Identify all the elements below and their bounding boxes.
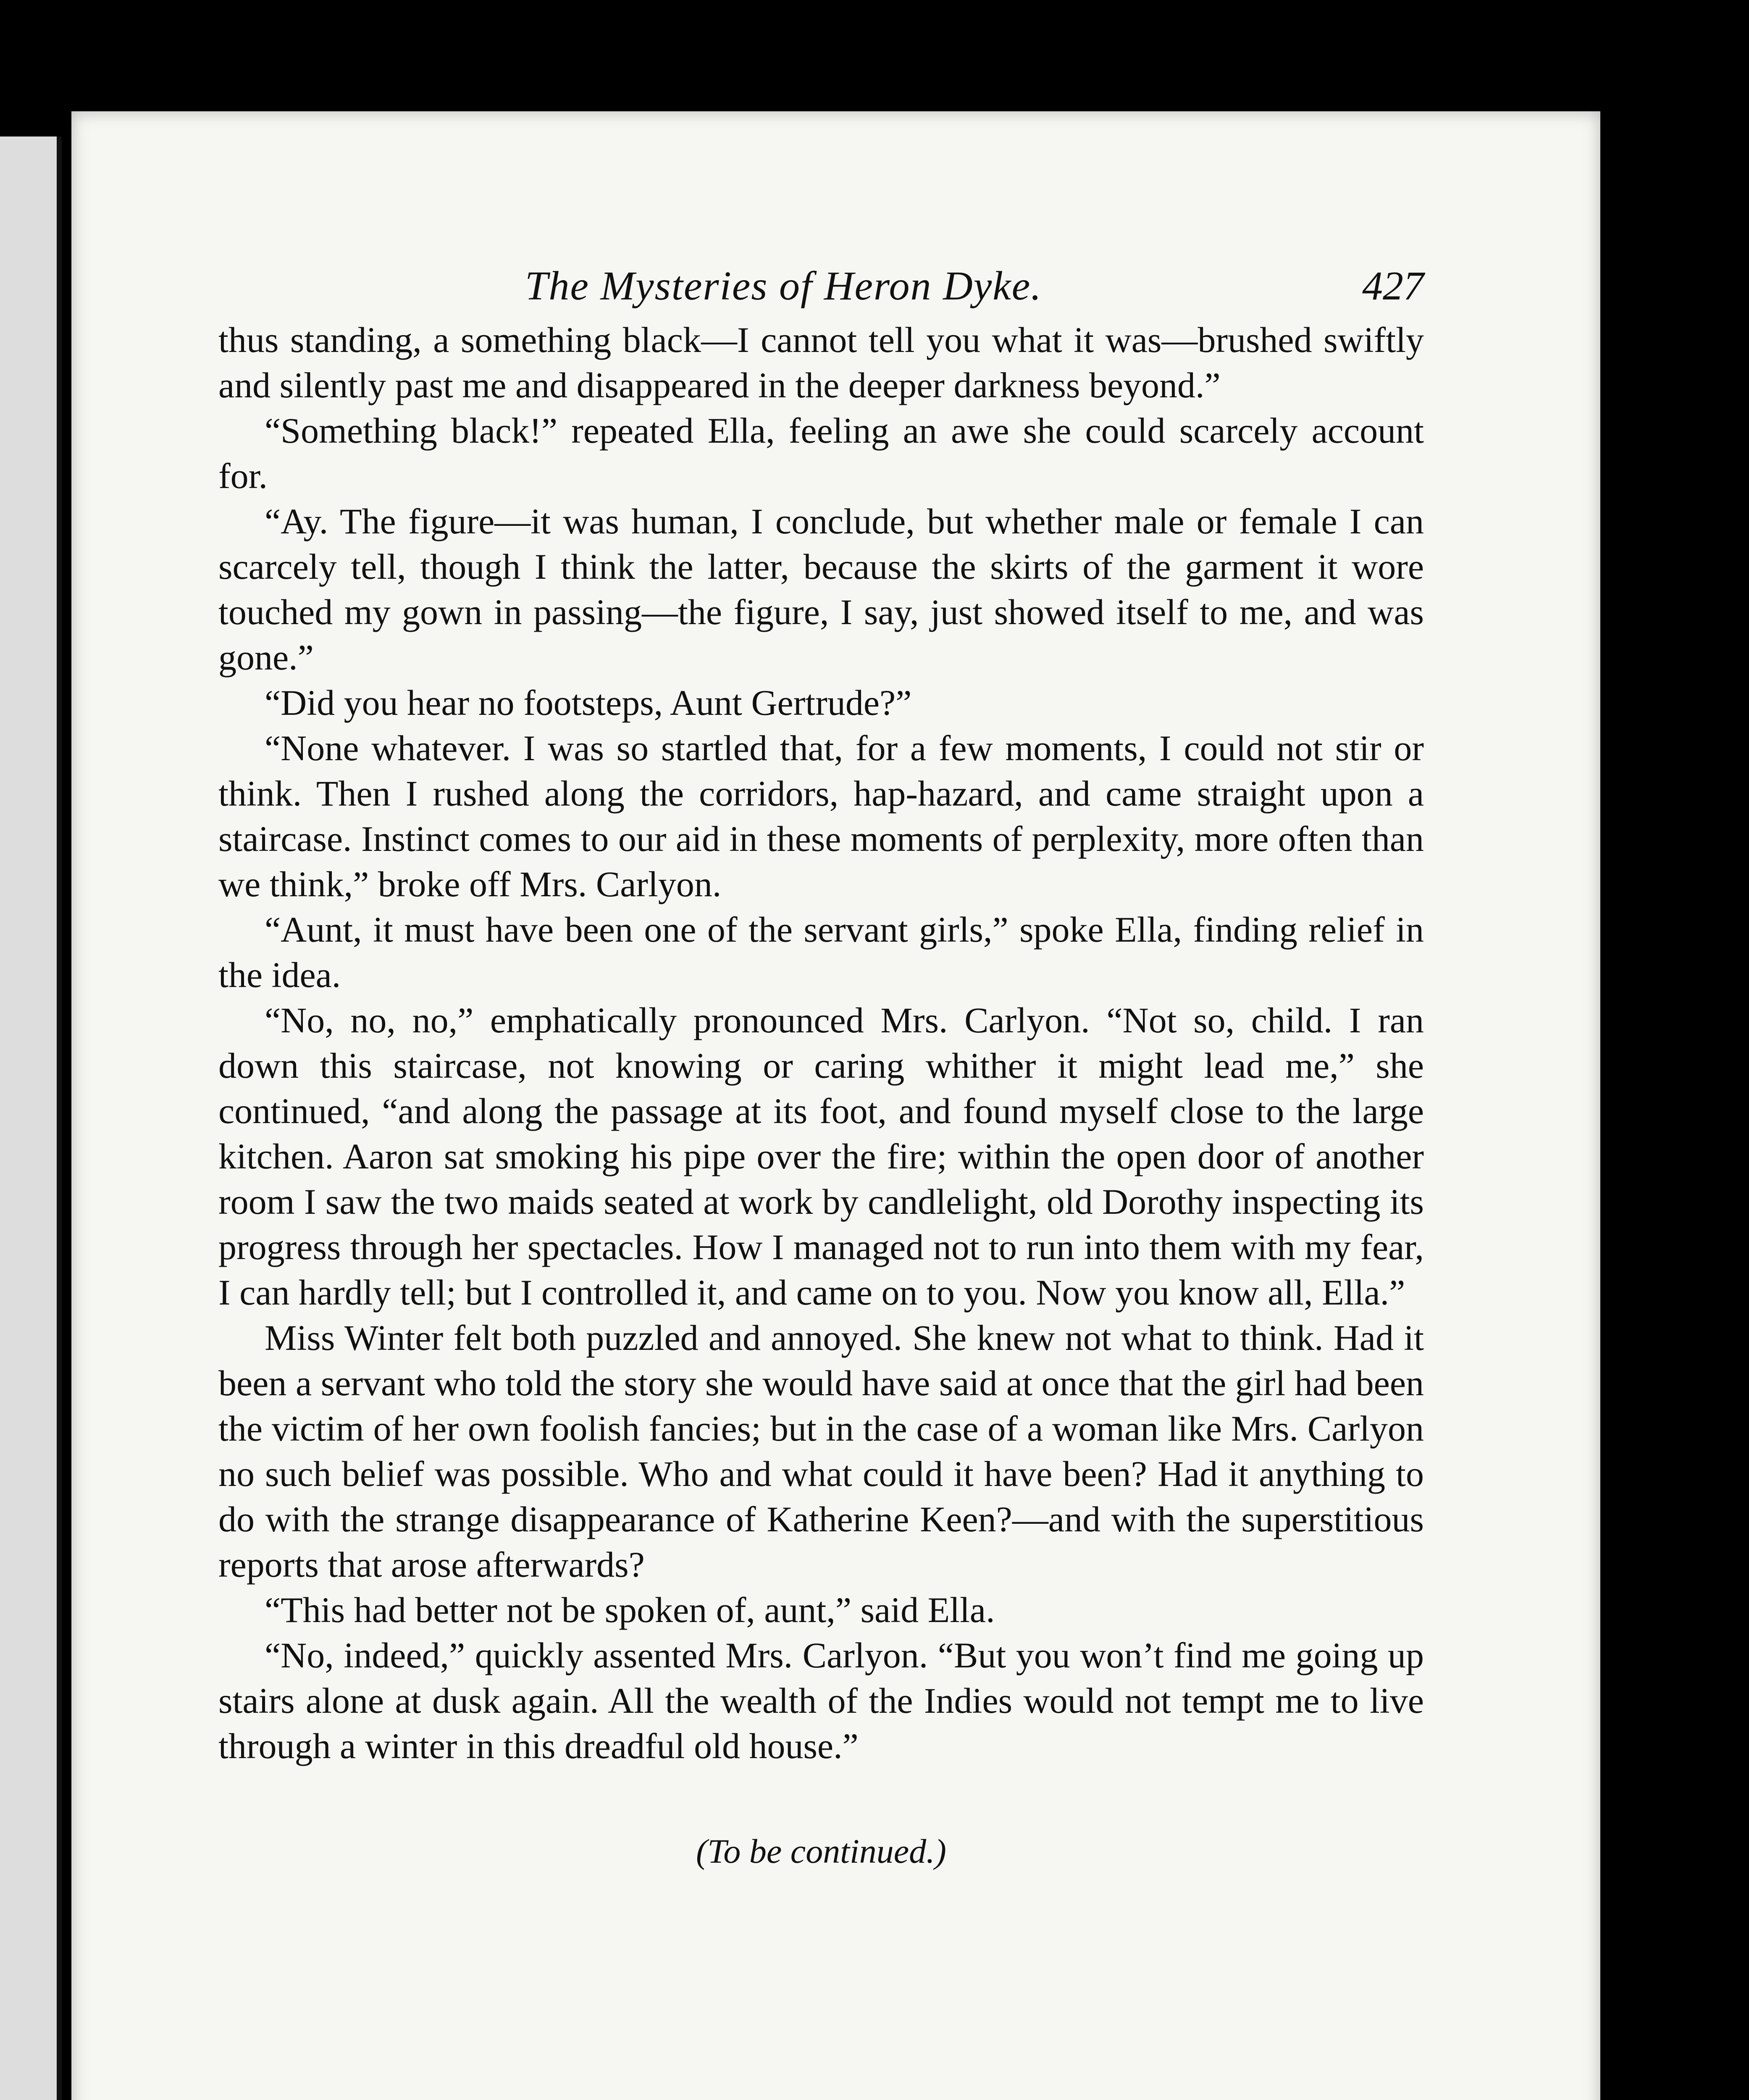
running-title: The Mysteries of Heron Dyke. [525,263,1042,309]
paragraph: “No, no, no,” emphatically pronounced Mrs. Carlyon. “Not so, child. I ran down this staircase, not knowing or caring whither it might lead me,” she continued, “and along the passage at its foot, and found myself close to the large kitchen. Aaron sat smoking his pipe over the fire; within the open door of another room I saw the two maids seated at work by candlelight, old Dorothy inspecting its progress through her spectacles. How I managed not to run into them with my fear, I can hardly tell; but I controlled it, and came on to you. Now you know all, Ella.” [218,1000,1424,1312]
paragraph: “Aunt, it must have been one of the servant girls,” spoke Ella, finding relief in the idea. [218,909,1424,995]
paragraph: thus standing, a something black—I cannot tell you what it was—brushed swiftly and silently past me and disappeared in the deeper darkness beyond.” [218,320,1424,405]
paragraph: “None whatever. I was so startled that, for a few moments, I could not stir or think. Then I rushed along the corridors, hap-hazard, and came straight upon a staircase. Instinct comes to our aid in these moments of perplexity, more often than we think,” broke off Mrs. Carlyon. [218,728,1424,904]
adjacent-page-edge [0,136,62,2100]
page-body [218,317,1424,1769]
paragraph: “No, indeed,” quickly assented Mrs. Carlyon. “But you won’t find me going up stairs alone at dusk again. All the wealth of the Indies would not tempt me to live through a winter in this dreadful old house.” [218,1635,1424,1766]
book-page [71,111,1600,2100]
paragraph: Miss Winter felt both puzzled and annoyed. She knew not what to think. Had it been a servant who told the story she would have said at once that the girl had been the victim of her own foolish fancies; but in the case of a woman like Mrs. Carlyon no such belief was possible. Who and what could it have been? Had it anything to do with the strange disappearance of Katherine Keen?—and with the superstitious reports that arose afterwards? [218,1318,1424,1585]
paragraph: “Ay. The figure—it was human, I conclude, but whether male or female I can scarcely tell, though I think the latter, because the skirts of the garment it wore touched my gown in passing—the figure, I say, just showed itself to me, and was gone.” [218,501,1424,677]
paragraph: “This had better not be spoken of, aunt,” said Ella. [265,1590,995,1630]
page-header [218,254,1424,317]
paragraph: “Did you hear no footsteps, Aunt Gertrude?” [265,682,912,723]
page-number: 427 [1362,263,1424,309]
to-be-continued: (To be continued.) [696,1832,946,1870]
paragraph: “Something black!” repeated Ella, feeling an awe she could scarcely account for. [218,410,1424,496]
page-content [218,254,1424,1871]
